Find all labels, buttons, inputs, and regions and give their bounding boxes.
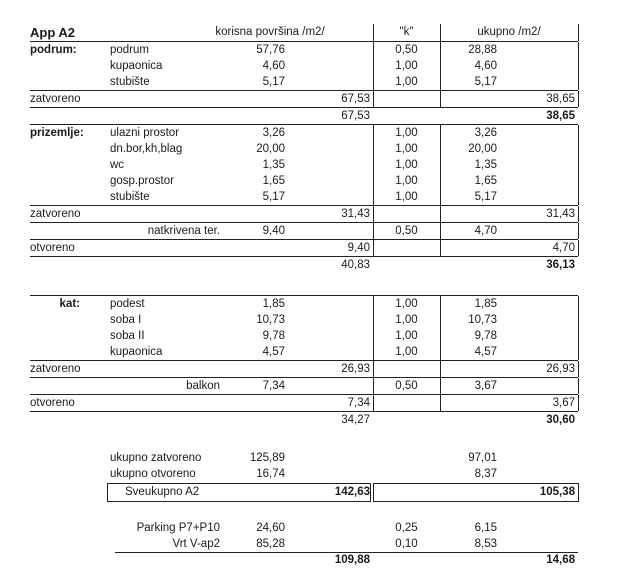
room-name-cell: podest bbox=[110, 298, 145, 310]
table-rule-vertical bbox=[373, 74, 374, 90]
section-label-cell: prizemlje: bbox=[30, 127, 84, 139]
korisna-value-cell: 85,28 bbox=[256, 538, 285, 550]
item-row bbox=[30, 378, 578, 395]
ukupno-total-cell: 3,67 bbox=[552, 397, 575, 409]
table-rule-vertical bbox=[578, 395, 579, 411]
korisna-subtotal-cell: 67,53 bbox=[341, 110, 370, 122]
room-name-cell: wc bbox=[110, 159, 125, 171]
table-rule-vertical bbox=[578, 74, 579, 90]
ukupno-value-cell: 1,85 bbox=[474, 298, 497, 310]
table-rule-vertical bbox=[373, 173, 374, 189]
ukupno-value-cell: 1,35 bbox=[474, 159, 497, 171]
korisna-value-cell: 16,74 bbox=[256, 468, 285, 480]
table-rule-vertical bbox=[373, 125, 374, 141]
section-total-row bbox=[30, 257, 578, 273]
table-rule-vertical bbox=[373, 312, 374, 328]
col-header-ukupno: ukupno /m2/ bbox=[477, 26, 541, 38]
grand-total-box bbox=[373, 483, 579, 502]
annex-row bbox=[30, 536, 578, 552]
subtotal-row-zatvoreno bbox=[30, 205, 578, 223]
table-rule-vertical bbox=[373, 58, 374, 74]
table-rule-vertical bbox=[578, 206, 579, 222]
room-name-cell: soba II bbox=[110, 330, 145, 342]
table-rule-vertical bbox=[373, 361, 374, 377]
korisna-subtotal-cell: 109,88 bbox=[334, 554, 370, 566]
korisna-value-cell: 24,60 bbox=[256, 522, 285, 534]
summary-row bbox=[30, 466, 578, 482]
table-rule-vertical bbox=[578, 91, 579, 107]
table-rule-vertical bbox=[440, 141, 441, 157]
k-coefficient-cell: 1,00 bbox=[395, 346, 418, 358]
table-rule-vertical bbox=[578, 361, 579, 377]
ukupno-total-cell: 26,93 bbox=[546, 363, 575, 375]
room-name-cell: ukupno zatvoreno bbox=[110, 452, 202, 464]
korisna-value-cell: 1,65 bbox=[262, 175, 285, 187]
item-row bbox=[30, 189, 578, 205]
k-coefficient-cell: 1,00 bbox=[395, 159, 418, 171]
table-rule-vertical bbox=[440, 157, 441, 173]
ukupno-total-cell: 105,38 bbox=[539, 486, 575, 498]
room-name-cell: soba I bbox=[110, 314, 142, 326]
table-rule-vertical bbox=[578, 125, 579, 141]
table-rule-vertical bbox=[578, 344, 579, 360]
table-rule-vertical bbox=[373, 189, 374, 205]
korisna-value-cell: 4,57 bbox=[262, 346, 285, 358]
korisna-subtotal-cell: 26,93 bbox=[341, 363, 370, 375]
ukupno-total-cell: 31,43 bbox=[546, 208, 575, 220]
table-rule-vertical bbox=[440, 378, 441, 394]
table-rule-vertical bbox=[440, 173, 441, 189]
col-header-k-coefficient: "k" bbox=[399, 26, 414, 38]
korisna-subtotal-cell: 34,27 bbox=[341, 414, 370, 426]
ukupno-value-cell: 97,01 bbox=[468, 452, 497, 464]
room-name-cell: ulazni prostor bbox=[110, 127, 180, 139]
table-rule-vertical bbox=[373, 223, 374, 239]
ukupno-value-cell: 8,53 bbox=[474, 538, 497, 550]
ukupno-value-cell: 9,78 bbox=[474, 330, 497, 342]
item-row bbox=[30, 344, 578, 360]
korisna-value-cell: 4,60 bbox=[262, 60, 285, 72]
table-header-row bbox=[30, 24, 578, 42]
ukupno-value-cell: 4,70 bbox=[474, 225, 497, 237]
korisna-value-cell: 1,85 bbox=[262, 298, 285, 310]
room-name-cell: Parking P7+P10 bbox=[136, 522, 220, 534]
table-rule-vertical bbox=[373, 378, 374, 394]
korisna-subtotal-cell: 31,43 bbox=[341, 208, 370, 220]
ukupno-value-cell: 8,37 bbox=[474, 468, 497, 480]
ukupno-total-cell: 36,13 bbox=[546, 259, 575, 271]
item-row bbox=[30, 157, 578, 173]
section-label-cell: otvoreno bbox=[30, 397, 75, 409]
korisna-value-cell: 10,73 bbox=[256, 314, 285, 326]
item-row bbox=[30, 223, 578, 240]
room-name-cell: Sveukupno A2 bbox=[125, 486, 200, 498]
room-name-cell: natkrivena ter. bbox=[147, 225, 220, 237]
ukupno-value-cell: 5,17 bbox=[474, 191, 497, 203]
ukupno-value-cell: 3,67 bbox=[474, 380, 497, 392]
table-rule-vertical bbox=[440, 206, 441, 222]
k-coefficient-cell: 0,50 bbox=[395, 44, 418, 56]
korisna-value-cell: 7,34 bbox=[262, 380, 285, 392]
area-table bbox=[30, 24, 578, 568]
korisna-subtotal-cell: 9,40 bbox=[347, 242, 370, 254]
item-row bbox=[30, 58, 578, 74]
subtotal-row-otvoreno bbox=[30, 395, 578, 412]
section-total-row bbox=[30, 108, 578, 124]
annex-row bbox=[30, 520, 578, 536]
section-label-cell: zatvoreno bbox=[30, 93, 81, 105]
item-row bbox=[30, 42, 578, 58]
room-name-cell: kupaonica bbox=[110, 346, 163, 358]
ukupno-value-cell: 4,57 bbox=[474, 346, 497, 358]
table-rule-vertical bbox=[373, 344, 374, 360]
table-rule-vertical bbox=[373, 141, 374, 157]
grand-total-row bbox=[30, 483, 578, 502]
section-label-cell: kat: bbox=[59, 298, 80, 310]
room-name-cell: stubište bbox=[110, 76, 150, 88]
grand-total-box bbox=[107, 483, 371, 502]
ukupno-value-cell: 5,17 bbox=[474, 76, 497, 88]
table-rule-vertical bbox=[578, 240, 579, 256]
k-coefficient-cell: 0,25 bbox=[395, 522, 418, 534]
item-row bbox=[30, 312, 578, 328]
section-label-cell: zatvoreno bbox=[30, 363, 81, 375]
korisna-value-cell: 125,89 bbox=[249, 452, 285, 464]
table-rule-vertical bbox=[578, 223, 579, 239]
section-label-cell: podrum: bbox=[30, 44, 77, 56]
k-coefficient-cell: 1,00 bbox=[395, 175, 418, 187]
table-rule-vertical bbox=[440, 91, 441, 107]
k-coefficient-cell: 0,10 bbox=[395, 538, 418, 550]
ukupno-value-cell: 4,60 bbox=[474, 60, 497, 72]
table-rule-vertical bbox=[440, 240, 441, 256]
summary-row bbox=[30, 450, 578, 466]
ukupno-value-cell: 20,00 bbox=[468, 143, 497, 155]
table-rule-vertical bbox=[440, 58, 441, 74]
k-coefficient-cell: 1,00 bbox=[395, 191, 418, 203]
table-rule-vertical bbox=[578, 296, 579, 312]
item-row bbox=[30, 141, 578, 157]
room-name-cell: dn.bor,kh,blag bbox=[110, 143, 183, 155]
room-name-cell: gosp.prostor bbox=[110, 175, 174, 187]
section-label-cell: otvoreno bbox=[30, 242, 75, 254]
k-coefficient-cell: 0,50 bbox=[395, 380, 418, 392]
item-row bbox=[30, 328, 578, 344]
table-rule-vertical bbox=[440, 189, 441, 205]
table-rule-vertical bbox=[373, 328, 374, 344]
table-rule-vertical bbox=[373, 395, 374, 411]
ukupno-total-cell: 38,65 bbox=[546, 110, 575, 122]
col-header-korisna-povrsina: korisna površina /m2/ bbox=[215, 26, 325, 38]
korisna-value-cell: 9,78 bbox=[262, 330, 285, 342]
k-coefficient-cell: 1,00 bbox=[395, 76, 418, 88]
ukupno-value-cell: 10,73 bbox=[468, 314, 497, 326]
ukupno-total-cell: 4,70 bbox=[552, 242, 575, 254]
room-name-cell: kupaonica bbox=[110, 60, 163, 72]
k-coefficient-cell: 1,00 bbox=[395, 330, 418, 342]
ukupno-value-cell: 6,15 bbox=[474, 522, 497, 534]
table-rule-vertical bbox=[373, 91, 374, 107]
table-rule-vertical bbox=[578, 42, 579, 58]
ukupno-value-cell: 3,26 bbox=[474, 127, 497, 139]
table-rule-vertical bbox=[440, 361, 441, 377]
korisna-value-cell: 20,00 bbox=[256, 143, 285, 155]
item-row bbox=[30, 124, 578, 141]
k-coefficient-cell: 1,00 bbox=[395, 298, 418, 310]
annex-total-row bbox=[30, 552, 578, 568]
subtotal-row-zatvoreno bbox=[30, 360, 578, 378]
item-row bbox=[30, 74, 578, 90]
table-rule-vertical bbox=[578, 173, 579, 189]
room-name-cell: balkon bbox=[186, 380, 220, 392]
section-total-row bbox=[30, 412, 578, 428]
room-name-cell: podrum bbox=[110, 44, 149, 56]
korisna-subtotal-cell: 142,63 bbox=[334, 486, 370, 498]
table-rule-vertical bbox=[373, 240, 374, 256]
korisna-subtotal-cell: 7,34 bbox=[347, 397, 370, 409]
k-coefficient-cell: 1,00 bbox=[395, 143, 418, 155]
table-rule-vertical bbox=[578, 312, 579, 328]
table-rule-vertical bbox=[440, 395, 441, 411]
table-rule-vertical bbox=[440, 296, 441, 312]
table-rule-vertical bbox=[440, 42, 441, 58]
table-body bbox=[30, 42, 578, 568]
apartment-title: App A2 bbox=[30, 25, 76, 40]
korisna-value-cell: 3,26 bbox=[262, 127, 285, 139]
k-coefficient-cell: 1,00 bbox=[395, 314, 418, 326]
table-rule-vertical bbox=[440, 24, 441, 41]
ukupno-total-cell: 38,65 bbox=[546, 93, 575, 105]
table-rule-vertical bbox=[578, 141, 579, 157]
korisna-subtotal-cell: 67,53 bbox=[341, 93, 370, 105]
table-rule-vertical bbox=[373, 24, 374, 41]
k-coefficient-cell: 1,00 bbox=[395, 60, 418, 72]
table-rule-vertical bbox=[373, 157, 374, 173]
table-rule-vertical bbox=[373, 42, 374, 58]
subtotal-row-zatvoreno bbox=[30, 90, 578, 108]
table-rule-vertical bbox=[440, 344, 441, 360]
table-rule-vertical bbox=[578, 157, 579, 173]
table-rule-vertical bbox=[440, 74, 441, 90]
korisna-value-cell: 1,35 bbox=[262, 159, 285, 171]
table-rule-vertical bbox=[440, 125, 441, 141]
ukupno-value-cell: 28,88 bbox=[468, 44, 497, 56]
korisna-subtotal-cell: 40,83 bbox=[341, 259, 370, 271]
table-rule-vertical bbox=[440, 328, 441, 344]
ukupno-value-cell: 1,65 bbox=[474, 175, 497, 187]
table-rule-vertical bbox=[578, 328, 579, 344]
table-rule-vertical bbox=[578, 58, 579, 74]
k-coefficient-cell: 1,00 bbox=[395, 127, 418, 139]
table-rule-vertical bbox=[440, 223, 441, 239]
room-name-cell: ukupno otvoreno bbox=[110, 468, 196, 480]
room-name-cell: Vrt V-ap2 bbox=[172, 538, 220, 550]
item-row bbox=[30, 173, 578, 189]
ukupno-total-cell: 30,60 bbox=[546, 414, 575, 426]
table-rule-vertical bbox=[373, 296, 374, 312]
table-rule-vertical bbox=[440, 312, 441, 328]
table-rule-vertical bbox=[373, 206, 374, 222]
korisna-value-cell: 57,76 bbox=[256, 44, 285, 56]
table-rule-vertical bbox=[578, 24, 579, 41]
ukupno-total-cell: 14,68 bbox=[546, 554, 575, 566]
table-rule-vertical bbox=[578, 189, 579, 205]
item-row bbox=[30, 295, 578, 312]
korisna-value-cell: 5,17 bbox=[262, 191, 285, 203]
room-name-cell: stubište bbox=[110, 191, 150, 203]
section-label-cell: zatvoreno bbox=[30, 208, 81, 220]
korisna-value-cell: 9,40 bbox=[262, 225, 285, 237]
korisna-value-cell: 5,17 bbox=[262, 76, 285, 88]
k-coefficient-cell: 0,50 bbox=[395, 225, 418, 237]
subtotal-row-otvoreno bbox=[30, 240, 578, 257]
table-rule-vertical bbox=[578, 378, 579, 394]
